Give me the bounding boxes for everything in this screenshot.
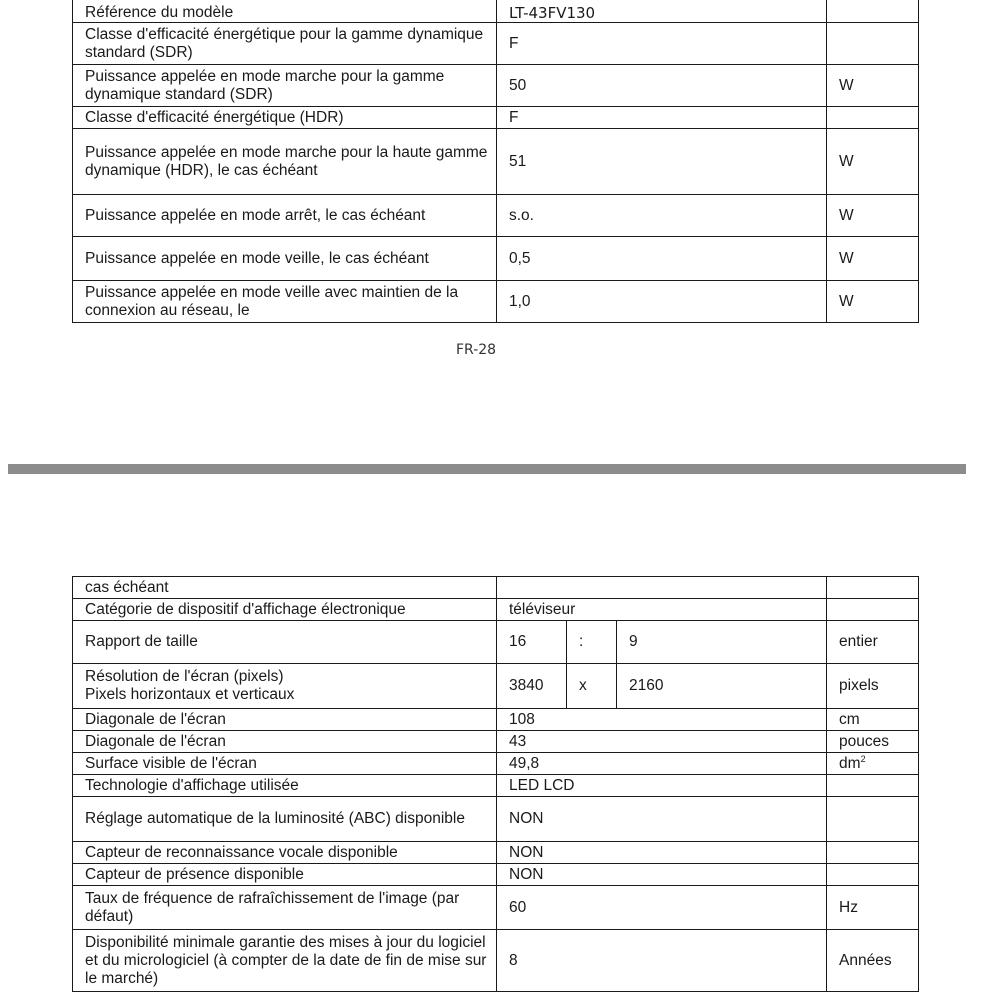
- page-number: FR-28: [456, 342, 497, 358]
- model-reference-value: LT-43FV130: [497, 0, 827, 23]
- row-value: 60: [497, 886, 827, 930]
- row-label: Surface visible de l'écran: [73, 753, 497, 775]
- row-unit: [827, 775, 919, 797]
- row-label: Puissance appelée en mode arrêt, le cas échéant: [73, 195, 497, 237]
- row-value: F: [497, 107, 827, 129]
- row-label: Taux de fréquence de rafraîchissement de l'image (par défaut): [73, 886, 497, 930]
- table-row: [73, 195, 919, 237]
- table-row: [73, 753, 919, 775]
- row-label: Disponibilité minimale garantie des mises à jour du logiciel et du micrologiciel (à compter de la date de fin de mise sur le marché): [73, 930, 497, 992]
- surface-unit: dm: [839, 754, 861, 772]
- row-label: Rapport de taille: [73, 621, 497, 664]
- row-value: 1,0: [497, 281, 827, 323]
- row-unit: Années: [827, 930, 919, 992]
- resolution-vertical: 2160: [617, 664, 827, 709]
- row-value: NON: [497, 797, 827, 842]
- row-label: cas échéant: [73, 577, 497, 599]
- row-label: Réglage automatique de la luminosité (ABC) disponible: [73, 797, 497, 842]
- row-label: Capteur de reconnaissance vocale disponible: [73, 842, 497, 864]
- resolution-separator: x: [567, 664, 617, 709]
- row-label: Diagonale de l'écran: [73, 709, 497, 731]
- row-label: Classe d'efficacité énergétique (HDR): [73, 107, 497, 129]
- table-row: [73, 23, 919, 65]
- row-value: s.o.: [497, 195, 827, 237]
- table-row: [73, 886, 919, 930]
- table-row: [73, 599, 919, 621]
- row-unit: [827, 23, 919, 65]
- row-unit: pixels: [827, 664, 919, 709]
- aspect-ratio-separator: :: [567, 621, 617, 664]
- table-row: [73, 281, 919, 323]
- row-value: 43: [497, 731, 827, 753]
- table-row: [73, 842, 919, 864]
- row-value: 51: [497, 129, 827, 195]
- row-unit: [827, 753, 919, 775]
- surface-unit-exponent: 2: [860, 753, 866, 764]
- table-row: [73, 577, 919, 599]
- row-value: 0,5: [497, 237, 827, 281]
- resolution-sublabel: Pixels horizontaux et verticaux: [85, 686, 295, 703]
- row-value: NON: [497, 842, 827, 864]
- table-row: [73, 65, 919, 107]
- table-row: [73, 237, 919, 281]
- row-unit: pouces: [827, 731, 919, 753]
- row-label: Puissance appelée en mode veille, le cas échéant: [73, 237, 497, 281]
- table-row: [73, 797, 919, 842]
- row-unit: [827, 842, 919, 864]
- row-label: Référence du modèle: [73, 0, 497, 23]
- row-unit: W: [827, 65, 919, 107]
- row-unit: cm: [827, 709, 919, 731]
- row-value: 108: [497, 709, 827, 731]
- row-unit: W: [827, 195, 919, 237]
- table-row: [73, 129, 919, 195]
- row-unit: [827, 0, 919, 23]
- table-row: [73, 0, 919, 23]
- table-row: [73, 107, 919, 129]
- row-unit: W: [827, 129, 919, 195]
- table-row: [73, 775, 919, 797]
- aspect-ratio-width: 16: [497, 621, 567, 664]
- row-unit: [827, 577, 919, 599]
- resolution-label: Résolution de l'écran (pixels): [85, 668, 284, 685]
- resolution-horizontal: 3840: [497, 664, 567, 709]
- row-label: Technologie d'affichage utilisée: [73, 775, 497, 797]
- row-value: 49,8: [497, 753, 827, 775]
- table-row: [73, 709, 919, 731]
- table-row: [73, 621, 919, 664]
- row-label: Catégorie de dispositif d'affichage électronique: [73, 599, 497, 621]
- row-value: NON: [497, 864, 827, 886]
- row-value: 8: [497, 930, 827, 992]
- row-label: Puissance appelée en mode veille avec maintien de la connexion au réseau, le: [73, 281, 497, 323]
- row-unit: [827, 797, 919, 842]
- row-label: [73, 664, 497, 709]
- row-value: téléviseur: [497, 599, 827, 621]
- aspect-ratio-height: 9: [617, 621, 827, 664]
- row-unit: W: [827, 237, 919, 281]
- page-divider: [8, 464, 966, 474]
- row-unit: entier: [827, 621, 919, 664]
- energy-spec-table-bottom: [72, 576, 919, 992]
- row-label: Puissance appelée en mode marche pour la gamme dynamique standard (SDR): [73, 65, 497, 107]
- energy-spec-table-top: [72, 0, 919, 323]
- row-value: [497, 577, 827, 599]
- row-label: Capteur de présence disponible: [73, 864, 497, 886]
- row-unit: [827, 107, 919, 129]
- row-unit: [827, 599, 919, 621]
- table-row: [73, 930, 919, 992]
- table-row: [73, 731, 919, 753]
- row-unit: Hz: [827, 886, 919, 930]
- row-unit: W: [827, 281, 919, 323]
- row-label: Puissance appelée en mode marche pour la haute gamme dynamique (HDR), le cas échéant: [73, 129, 497, 195]
- row-unit: [827, 864, 919, 886]
- row-value: 50: [497, 65, 827, 107]
- row-label: Diagonale de l'écran: [73, 731, 497, 753]
- table-row: [73, 664, 919, 709]
- row-value: LED LCD: [497, 775, 827, 797]
- table-row: [73, 864, 919, 886]
- row-value: F: [497, 23, 827, 65]
- row-label: Classe d'efficacité énergétique pour la gamme dynamique standard (SDR): [73, 23, 497, 65]
